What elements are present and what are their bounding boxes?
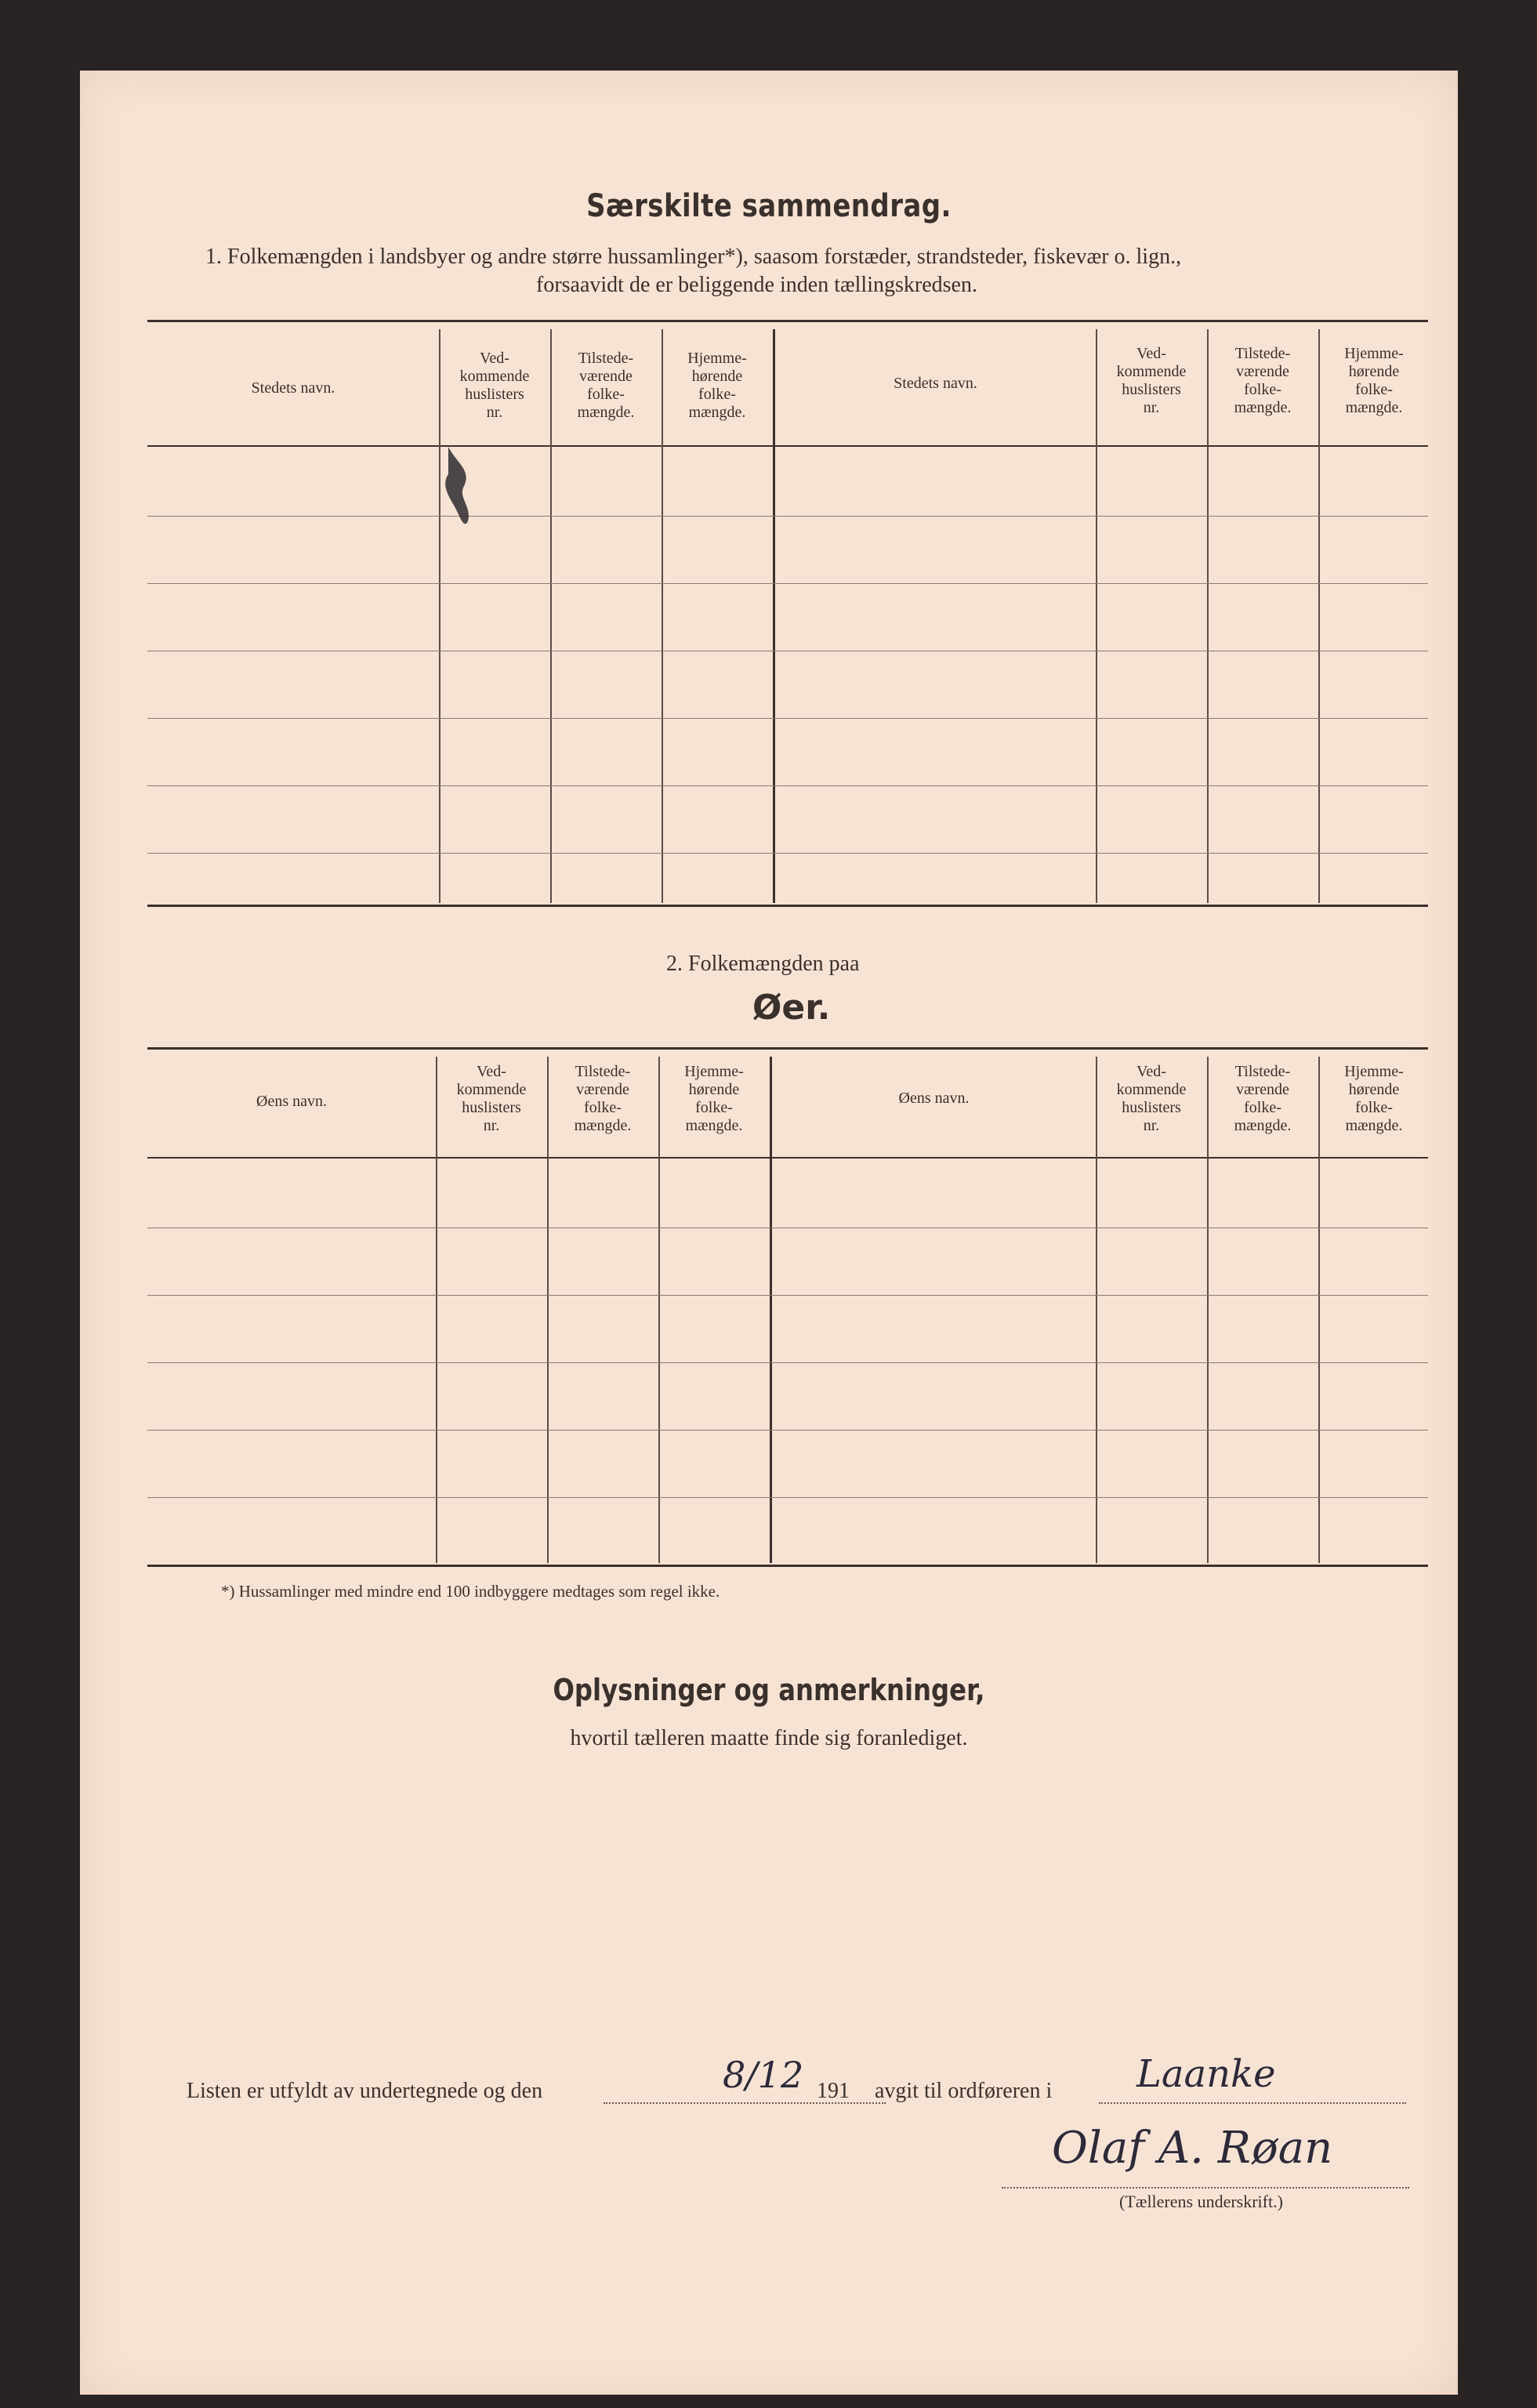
- year-prefix: 191: [817, 2079, 850, 2103]
- table1-header-present-pop: Tilstede- værende folke- mængde.: [577, 350, 635, 421]
- table1-header-resident-pop-right: Hjemme- hørende folke- mængde.: [1344, 345, 1404, 416]
- signature-fill-line: [1002, 2187, 1409, 2189]
- table1-header-rule: [147, 445, 1428, 447]
- signature-prefix: Listen er utfyldt av undertegnede og den: [187, 2079, 543, 2103]
- signature-middle: avgit til ordføreren i: [875, 2079, 1053, 2103]
- table1-top-rule: [147, 320, 1428, 322]
- table1-bottom-rule: [147, 905, 1428, 907]
- section1-intro-line1: 1. Folkemængden i landsbyer og andre større hussamlinger*), saasom forstæder, strandsteder, fiskevær o. lign.,: [205, 245, 1182, 269]
- handwritten-date: 8/12: [723, 2054, 804, 2096]
- table2-row-line: [147, 1362, 1428, 1363]
- table1-row-line: [147, 718, 1428, 719]
- table2-row-line: [147, 1497, 1428, 1498]
- table2-middle-divider: [770, 1057, 772, 1563]
- table2-row-line: [147, 1295, 1428, 1296]
- place-fill-line: [1099, 2102, 1406, 2104]
- table1-middle-divider: [773, 329, 775, 903]
- table2-top-rule: [147, 1047, 1428, 1050]
- table1-header-place-name-right: Stedets navn.: [894, 375, 977, 392]
- signature-caption: (Tællerens underskrift.): [1119, 2192, 1283, 2211]
- table2-header-island-name: Øens navn.: [256, 1093, 327, 1110]
- table1-header-place-name: Stedets navn.: [251, 379, 335, 397]
- table1-row-line: [147, 785, 1428, 786]
- footnote: *) Hussamlinger med mindre end 100 indbyggere medtages som regel ikke.: [221, 1582, 720, 1601]
- ink-blot-mark: [425, 431, 495, 541]
- section2-subheading-oer: Øer.: [752, 988, 831, 1028]
- handwritten-municipality: Laanke: [1136, 2052, 1276, 2096]
- handwritten-signature: Olaf A. Røan: [1052, 2123, 1333, 2174]
- table2-header-rule: [147, 1157, 1428, 1159]
- section1-title: Særskilte sammendrag.: [586, 188, 952, 224]
- remarks-title: Oplysninger og anmerkninger,: [553, 1673, 985, 1707]
- table2-row-line: [147, 1430, 1428, 1431]
- table1-header-present-pop-right: Tilstede- værende folke- mængde.: [1234, 345, 1292, 416]
- table1-header-houselist-nr-right: Ved- kommende huslisters nr.: [1116, 345, 1187, 416]
- table1-row-line: [147, 853, 1428, 854]
- table2-header-present-pop-right: Tilstede- værende folke- mængde.: [1234, 1063, 1292, 1134]
- remarks-subtitle: hvortil tælleren maatte finde sig foranlediget.: [570, 1726, 968, 1750]
- table1-header-resident-pop: Hjemme- hørende folke- mængde.: [687, 350, 747, 421]
- table2-header-island-name-right: Øens navn.: [898, 1090, 970, 1107]
- section1-intro-line2: forsaavidt de er beliggende inden tællingskredsen.: [536, 273, 977, 297]
- table2-header-resident-pop-right: Hjemme- hørende folke- mængde.: [1344, 1063, 1404, 1134]
- table2-header-houselist-nr-right: Ved- kommende huslisters nr.: [1116, 1063, 1187, 1134]
- table2-bottom-rule: [147, 1565, 1428, 1567]
- table1-header-houselist-nr: Ved- kommende huslisters nr.: [459, 350, 530, 421]
- section2-heading: 2. Folkemængden paa: [666, 952, 860, 976]
- census-form-page: [80, 71, 1458, 2395]
- table2-header-resident-pop: Hjemme- hørende folke- mængde.: [684, 1063, 744, 1134]
- table1-row-line: [147, 516, 1428, 517]
- table2-header-present-pop: Tilstede- værende folke- mængde.: [574, 1063, 632, 1134]
- table1-row-line: [147, 583, 1428, 584]
- table2-header-houselist-nr: Ved- kommende huslisters nr.: [456, 1063, 527, 1134]
